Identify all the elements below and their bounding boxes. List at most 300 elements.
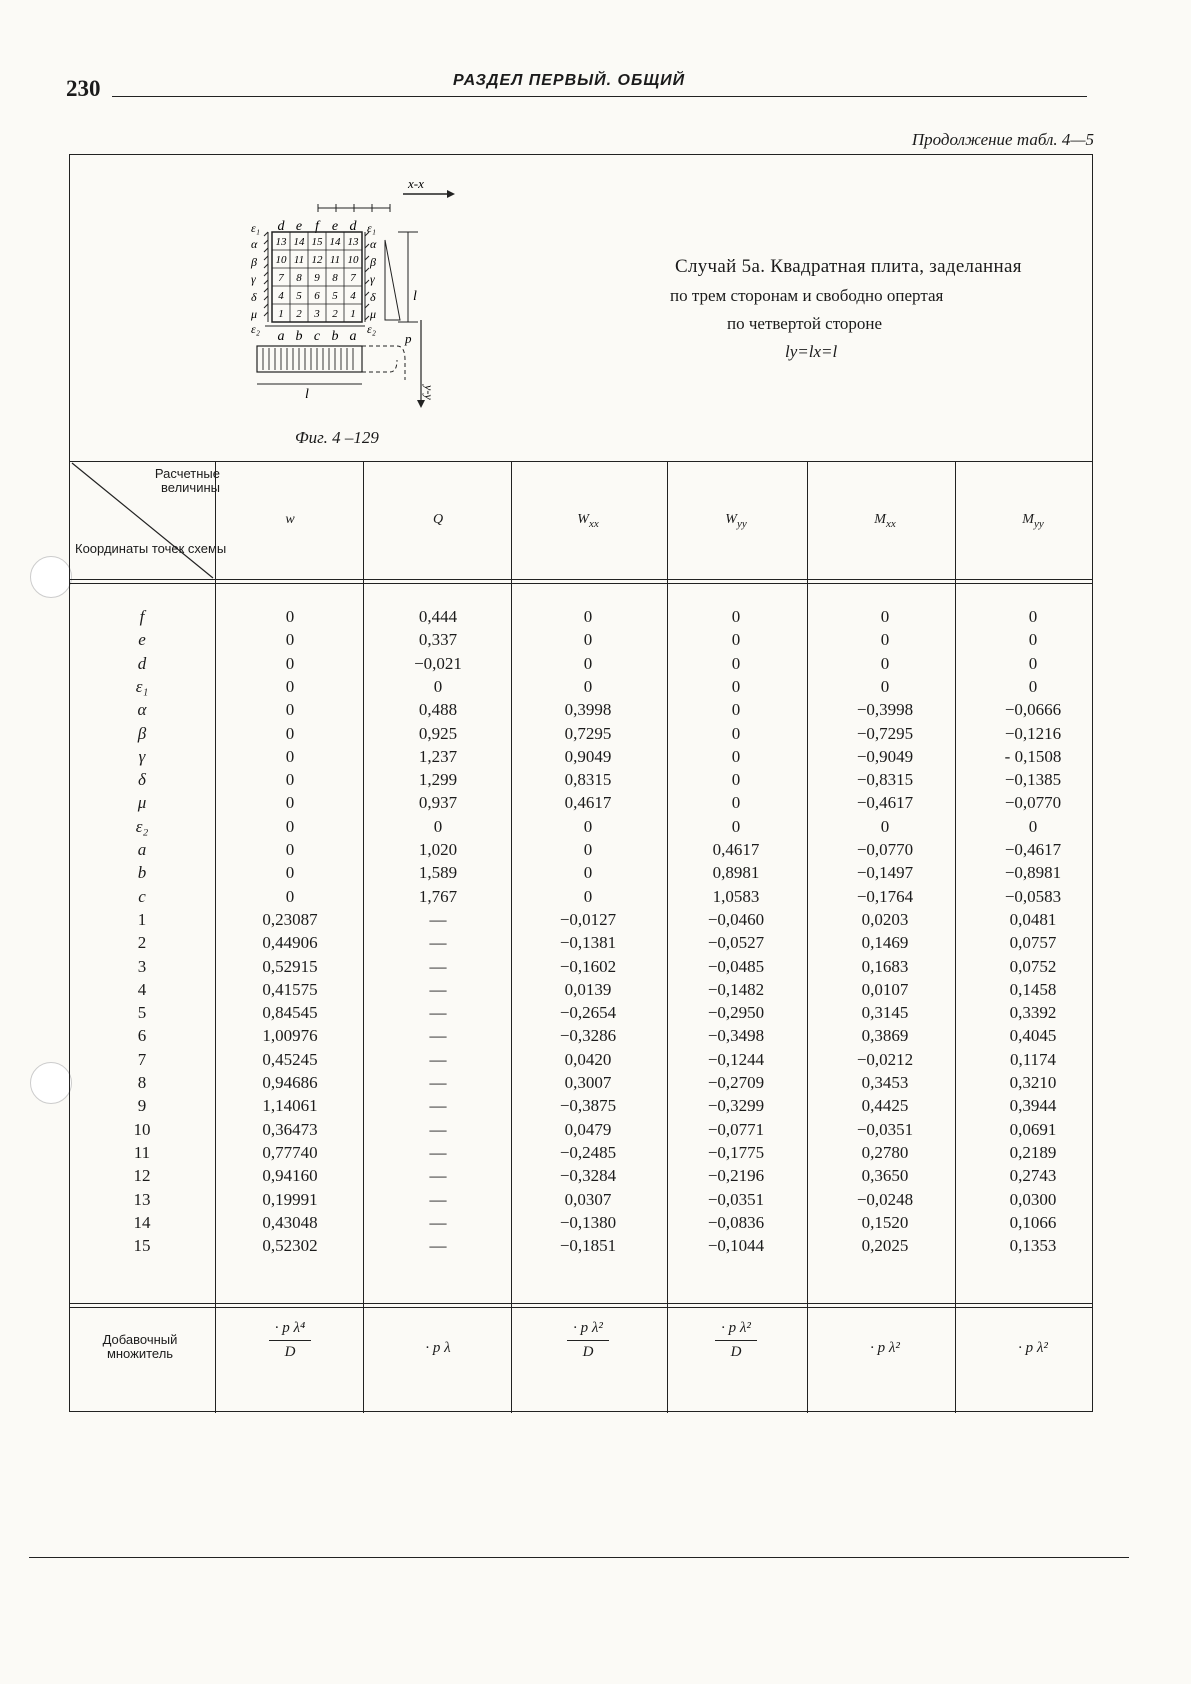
- cell-w: 0,19991: [262, 1189, 318, 1209]
- table-row: [0, 1120, 1191, 1143]
- cell-w: 0: [285, 886, 295, 906]
- row-label: 5: [137, 1003, 147, 1023]
- cell-q: 1,020: [418, 840, 458, 859]
- cell-wyy: −0,3299: [707, 1096, 765, 1116]
- right-letter: γ: [370, 272, 375, 286]
- cell-mxx: 0: [880, 607, 890, 626]
- cell-w: 1,14061: [262, 1096, 318, 1116]
- row-label: 14: [133, 1212, 151, 1232]
- grid-number: 1: [278, 308, 284, 320]
- cell-wyy: −0,0351: [707, 1189, 765, 1209]
- left-letter: δ: [251, 290, 257, 304]
- cell-myy: −0,4617: [1004, 840, 1062, 859]
- cell-w: 0: [285, 676, 295, 696]
- cell-w: 0,45245: [262, 1049, 318, 1069]
- cell-mxx: −0,1497: [856, 863, 914, 883]
- top-letter: d: [349, 219, 357, 234]
- cell-mxx: 0,3145: [861, 1003, 909, 1023]
- cell-w: 0: [285, 723, 295, 743]
- cell-wxx: −0,1381: [559, 933, 617, 953]
- row-label: 13: [133, 1189, 151, 1209]
- cell-w: 0: [285, 630, 295, 650]
- grid-number: 2: [296, 308, 302, 320]
- cell-w: 0: [285, 840, 295, 859]
- grid-number: 5: [332, 290, 338, 302]
- column-header-wxx: $W_{xx}$: [577, 512, 599, 530]
- cell-myy: 0,2743: [1009, 1166, 1057, 1186]
- cell-myy: 0,0481: [1009, 909, 1057, 929]
- cell-wxx: 0: [583, 840, 593, 859]
- grid-number: 3: [314, 308, 320, 320]
- cell-wyy: 0: [731, 607, 741, 626]
- table-row: [0, 747, 1191, 770]
- grid-number: 7: [278, 272, 284, 284]
- cell-mxx: −0,0770: [856, 840, 914, 859]
- table-row: [0, 607, 1191, 630]
- cell-mxx: 0,3650: [861, 1166, 909, 1186]
- cell-mxx: 0,1683: [861, 956, 909, 976]
- row-label: 11: [133, 1142, 151, 1162]
- row-label: 6: [137, 1026, 147, 1046]
- cell-q: —: [429, 956, 447, 976]
- grid-number: 10: [347, 254, 359, 266]
- cell-mxx: 0,2025: [861, 1236, 909, 1256]
- bottom-letter: b: [331, 329, 339, 344]
- cell-myy: 0: [1028, 630, 1038, 650]
- cell-w: 0: [285, 700, 295, 720]
- cell-w: 0,43048: [262, 1212, 318, 1232]
- cell-myy: 0: [1028, 816, 1038, 836]
- column-header-myy: $M_{yy}$: [1022, 512, 1044, 530]
- cell-q: 0,488: [418, 700, 458, 720]
- cell-q: 0,337: [418, 630, 458, 650]
- load-label: p: [405, 331, 412, 346]
- cell-wyy: −0,2709: [707, 1073, 765, 1092]
- top-letter: f: [315, 219, 319, 234]
- row-label: μ: [137, 793, 147, 813]
- cell-w: 0,41575: [262, 979, 318, 999]
- cell-mxx: 0,0203: [861, 909, 909, 929]
- cell-myy: 0,3392: [1009, 1003, 1057, 1023]
- table-row: [0, 957, 1191, 980]
- grid-number: 11: [293, 254, 305, 266]
- grid-number: 14: [293, 236, 305, 248]
- multiplier-q: · p λ: [425, 1340, 451, 1356]
- table-row: [0, 700, 1191, 723]
- cell-wxx: 0,0139: [564, 979, 612, 999]
- cell-q: —: [429, 1026, 447, 1046]
- section-title: РАЗДЕЛ ПЕРВЫЙ. ОБЩИЙ: [453, 72, 686, 89]
- figure-caption: Фиг. 4 –129: [295, 428, 379, 447]
- cell-q: 1,767: [418, 886, 458, 906]
- grid-number: 6: [314, 290, 320, 302]
- cell-q: —: [429, 1236, 447, 1256]
- row-label: a: [137, 840, 147, 859]
- multiplier-wyy: $\frac{\text{· p λ²}}{D}$: [676, 1320, 796, 1361]
- table-row: [0, 1050, 1191, 1073]
- table-row: [0, 863, 1191, 886]
- cell-q: —: [429, 1096, 447, 1116]
- cell-myy: 0,0752: [1009, 956, 1057, 976]
- cell-wxx: 0: [583, 863, 593, 883]
- cell-wyy: 0: [731, 793, 741, 813]
- row-label: 10: [133, 1119, 151, 1139]
- cell-wyy: 0: [731, 746, 741, 766]
- cell-myy: −0,1216: [1004, 723, 1062, 743]
- grid-number: 13: [347, 236, 359, 248]
- cell-wxx: −0,2485: [559, 1142, 617, 1162]
- cell-wyy: −0,0527: [707, 933, 765, 953]
- cell-w: 0: [285, 770, 295, 790]
- table-row: [0, 1073, 1191, 1096]
- row-label: c: [138, 886, 146, 906]
- grid-number: 7: [350, 272, 356, 284]
- corner-bottom-label: Координаты точек схемы: [75, 541, 227, 556]
- row-label: d: [137, 653, 147, 673]
- corner-top-label: Расчетные величины: [154, 466, 220, 495]
- y-axis-label: y-y: [422, 385, 436, 400]
- cell-wxx: −0,1851: [559, 1236, 617, 1256]
- table-row: [0, 887, 1191, 910]
- case-line-3: по четвертой стороне: [727, 314, 883, 333]
- cell-w: 0,84545: [262, 1003, 318, 1023]
- cell-w: 1,00976: [262, 1026, 318, 1046]
- cell-mxx: −0,9049: [856, 746, 914, 766]
- cell-q: —: [429, 1119, 447, 1139]
- cell-q: —: [429, 1073, 447, 1092]
- cell-w: 0: [285, 607, 295, 626]
- cell-myy: 0,0300: [1009, 1189, 1057, 1209]
- cell-q: −0,021: [414, 653, 462, 673]
- column-header-q: Q: [432, 512, 444, 527]
- cell-q: 0: [433, 816, 443, 836]
- table-row: [0, 654, 1191, 677]
- cell-wxx: 0,0479: [564, 1119, 612, 1139]
- case-line-4: ly=lx=l: [785, 342, 838, 361]
- row-label: 15: [133, 1236, 151, 1256]
- row-label: 9: [137, 1096, 147, 1116]
- cell-wyy: −0,1482: [707, 979, 765, 999]
- row-label: b: [137, 863, 147, 883]
- x-axis-label: x-x: [408, 176, 424, 191]
- left-letter: μ: [251, 307, 258, 321]
- cell-mxx: −0,7295: [856, 723, 914, 743]
- cell-wxx: 0: [583, 886, 593, 906]
- cell-w: 0: [285, 653, 295, 673]
- cell-mxx: −0,0248: [856, 1189, 914, 1209]
- punch-hole: [30, 556, 72, 598]
- row-label: 12: [133, 1166, 151, 1186]
- grid-number: 1: [350, 308, 356, 320]
- cell-myy: 0: [1028, 653, 1038, 673]
- cell-mxx: −0,0212: [856, 1049, 914, 1069]
- cell-w: 0,36473: [262, 1119, 318, 1139]
- cell-w: 0,94686: [262, 1073, 318, 1092]
- row-label: 2: [137, 933, 147, 953]
- cell-mxx: −0,3998: [856, 700, 914, 720]
- column-header-divider-2: [70, 583, 1092, 584]
- right-letter: β: [370, 255, 376, 269]
- cell-wyy: 0: [731, 630, 741, 650]
- cell-wyy: −0,0485: [707, 956, 765, 976]
- table-row: [0, 630, 1191, 653]
- cell-w: 0: [285, 816, 295, 836]
- grid-number: 15: [311, 236, 323, 248]
- cell-w: 0,52302: [262, 1236, 318, 1256]
- table-row: [0, 980, 1191, 1003]
- cell-myy: 0: [1028, 676, 1038, 696]
- cell-mxx: 0: [880, 676, 890, 696]
- left-letter: γ: [251, 272, 256, 286]
- row-label: γ: [138, 746, 146, 766]
- table-row: [0, 677, 1191, 700]
- cell-myy: 0,4045: [1009, 1026, 1057, 1046]
- cell-w: 0,94160: [262, 1166, 318, 1186]
- cell-w: 0: [285, 863, 295, 883]
- cell-wyy: 0: [731, 676, 741, 696]
- bottom-letter: a: [349, 329, 357, 344]
- cell-w: 0,44906: [262, 933, 318, 953]
- cell-mxx: −0,4617: [856, 793, 914, 813]
- cell-wyy: 1,0583: [712, 886, 760, 906]
- top-letter: d: [277, 219, 285, 234]
- cell-wxx: −0,3286: [559, 1026, 617, 1046]
- table-row: [0, 840, 1191, 863]
- row-label: e: [138, 630, 146, 650]
- row-label: f: [139, 607, 145, 626]
- continuation-note: Продолжение табл. 4—5: [911, 130, 1094, 149]
- cell-w: 0,77740: [262, 1142, 318, 1162]
- cell-myy: −0,1385: [1004, 770, 1062, 790]
- table-row: [0, 724, 1191, 747]
- cell-w: 0: [285, 746, 295, 766]
- row-label: 3: [137, 956, 147, 976]
- cell-q: —: [429, 979, 447, 999]
- cell-wyy: −0,2950: [707, 1003, 765, 1023]
- cell-wxx: −0,1380: [559, 1212, 617, 1232]
- cell-wxx: −0,1602: [559, 956, 617, 976]
- cell-q: 1,589: [418, 863, 458, 883]
- case-title: Случай 5а. Квадратная плита, заделанная: [675, 256, 1022, 277]
- cell-mxx: 0: [880, 653, 890, 673]
- right-letter: ε₁: [367, 221, 376, 235]
- table-row: [0, 933, 1191, 956]
- cell-q: 0,444: [418, 607, 458, 626]
- row-label: ε₁: [135, 676, 149, 696]
- grid-number: 9: [314, 272, 320, 284]
- row-label: α: [137, 700, 147, 720]
- cell-myy: 0,1353: [1009, 1236, 1057, 1256]
- cell-myy: 0: [1028, 607, 1038, 626]
- grid-number: 4: [278, 290, 284, 302]
- cell-wyy: −0,0771: [707, 1119, 765, 1139]
- left-letter: α: [251, 237, 258, 251]
- table-row: [0, 1003, 1191, 1026]
- cell-wxx: 0,9049: [564, 746, 612, 766]
- cell-wyy: 0: [731, 700, 741, 720]
- table-row: [0, 1166, 1191, 1189]
- table-row: [0, 910, 1191, 933]
- row-label: β: [137, 723, 147, 743]
- cell-mxx: 0,3869: [861, 1026, 909, 1046]
- cell-q: 0,937: [418, 793, 458, 813]
- table-row: [0, 1213, 1191, 1236]
- table-row: [0, 1143, 1191, 1166]
- top-letter: e: [331, 219, 339, 234]
- cell-q: —: [429, 933, 447, 953]
- multiplier-myy: · p λ²: [1018, 1340, 1048, 1356]
- cell-wyy: 0: [731, 723, 741, 743]
- cell-q: —: [429, 1003, 447, 1023]
- cell-wxx: −0,3284: [559, 1166, 617, 1186]
- cell-q: —: [429, 1166, 447, 1186]
- cell-wxx: 0,7295: [564, 723, 612, 743]
- bottom-letter: b: [295, 329, 303, 344]
- right-letter: ε₂: [367, 322, 376, 336]
- cell-wxx: 0: [583, 607, 593, 626]
- table-row: [0, 817, 1191, 840]
- cell-wyy: −0,2196: [707, 1166, 765, 1186]
- column-header-wyy: $W_{yy}$: [725, 512, 747, 530]
- cell-wyy: −0,0836: [707, 1212, 765, 1232]
- cell-wyy: −0,1244: [707, 1049, 765, 1069]
- cell-w: 0,23087: [262, 909, 318, 929]
- table-row: [0, 1236, 1191, 1259]
- multiplier-label: Добавочный множитель: [102, 1332, 178, 1361]
- page-number: 230: [66, 76, 101, 101]
- cell-myy: −0,0666: [1004, 700, 1062, 720]
- bottom-letter: a: [277, 329, 285, 344]
- cell-wxx: 0,3998: [564, 700, 612, 720]
- cell-q: 0: [433, 676, 443, 696]
- cell-myy: −0,0583: [1004, 886, 1062, 906]
- cell-mxx: 0: [880, 630, 890, 650]
- left-letter: ε₁: [251, 221, 260, 235]
- multiplier-mxx: · p λ²: [870, 1340, 900, 1356]
- grid-number: 14: [329, 236, 341, 248]
- cell-myy: 0,1458: [1009, 979, 1057, 999]
- grid-number: 12: [311, 254, 323, 266]
- cell-wxx: −0,0127: [559, 909, 617, 929]
- cell-mxx: 0: [880, 816, 890, 836]
- cell-wxx: 0,4617: [564, 793, 612, 813]
- column-header-mxx: $M_{xx}$: [874, 512, 896, 530]
- column-header-w: w: [285, 512, 295, 527]
- data-bottom-divider-2: [70, 1307, 1092, 1308]
- cell-myy: 0,1066: [1009, 1212, 1057, 1232]
- multiplier-wxx: $\frac{\text{· p λ²}}{D}$: [528, 1320, 648, 1361]
- cell-myy: - 0,1508: [1004, 746, 1062, 766]
- cell-wxx: −0,2654: [559, 1003, 617, 1023]
- row-label: 7: [137, 1049, 147, 1069]
- cell-wxx: 0,0420: [564, 1049, 612, 1069]
- table-row: [0, 793, 1191, 816]
- cell-mxx: 0,0107: [861, 979, 909, 999]
- row-label: δ: [138, 770, 146, 790]
- cell-mxx: −0,8315: [856, 770, 914, 790]
- cell-wxx: 0: [583, 630, 593, 650]
- cell-wxx: −0,3875: [559, 1096, 617, 1116]
- cell-wyy: 0: [731, 816, 741, 836]
- grid-number: 8: [332, 272, 338, 284]
- grid-number: 8: [296, 272, 302, 284]
- case-line-2: по трем сторонам и свободно опертая: [670, 286, 944, 305]
- grid-number: 4: [350, 290, 356, 302]
- cell-q: 1,237: [418, 746, 458, 766]
- cell-mxx: 0,3453: [861, 1073, 909, 1092]
- row-label: 1: [137, 909, 147, 929]
- cell-myy: −0,0770: [1004, 793, 1062, 813]
- right-letter: α: [370, 237, 377, 251]
- bottom-letter: c: [313, 329, 321, 344]
- span-label-right: l: [413, 289, 417, 304]
- footer-rule: [29, 1557, 1129, 1558]
- cell-wyy: −0,3498: [707, 1026, 765, 1046]
- cell-q: —: [429, 1212, 447, 1232]
- table-row: [0, 770, 1191, 793]
- grid-number: 11: [329, 254, 341, 266]
- cell-wxx: 0,0307: [564, 1189, 612, 1209]
- right-letter: δ: [370, 290, 376, 304]
- cell-mxx: −0,0351: [856, 1119, 914, 1139]
- cell-wxx: 0: [583, 676, 593, 696]
- left-letter: β: [251, 255, 257, 269]
- cell-q: —: [429, 1142, 447, 1162]
- cell-myy: 0,2189: [1009, 1142, 1057, 1162]
- cell-wxx: 0,3007: [564, 1073, 612, 1092]
- row-label: ε₂: [135, 816, 149, 836]
- cell-myy: 0,1174: [1009, 1049, 1057, 1069]
- multiplier-w: $\frac{\text{· p λ⁴}}{D}$: [230, 1320, 350, 1361]
- cell-wyy: −0,0460: [707, 909, 765, 929]
- cell-wyy: 0,8981: [712, 863, 760, 883]
- grid-number: 2: [332, 308, 338, 320]
- right-letter: μ: [370, 307, 377, 321]
- grid-number: 5: [296, 290, 302, 302]
- row-label: 4: [137, 979, 147, 999]
- cell-q: —: [429, 1189, 447, 1209]
- cell-q: 0,925: [418, 723, 458, 743]
- cell-wyy: 0,4617: [712, 840, 760, 859]
- cell-myy: 0,3210: [1009, 1073, 1057, 1092]
- table-row: [0, 1096, 1191, 1119]
- row-label: 8: [137, 1073, 147, 1092]
- span-label-bottom: l: [305, 387, 309, 402]
- cell-wyy: −0,1044: [707, 1236, 765, 1256]
- cell-wyy: −0,1775: [707, 1142, 765, 1162]
- cell-myy: 0,3944: [1009, 1096, 1057, 1116]
- header-rule: [112, 96, 1087, 97]
- column-header-divider: [70, 579, 1092, 580]
- grid-number: 10: [275, 254, 287, 266]
- cell-mxx: −0,1764: [856, 886, 914, 906]
- cell-w: 0: [285, 793, 295, 813]
- header-divider: [70, 461, 1092, 462]
- cell-wxx: 0,8315: [564, 770, 612, 790]
- table-row: [0, 1026, 1191, 1049]
- cell-wyy: 0: [731, 770, 741, 790]
- cell-q: 1,299: [418, 770, 458, 790]
- cell-q: —: [429, 1049, 447, 1069]
- cell-w: 0,52915: [262, 956, 318, 976]
- table-row: [0, 1190, 1191, 1213]
- cell-myy: 0,0691: [1009, 1119, 1057, 1139]
- cell-mxx: 0,1520: [861, 1212, 909, 1232]
- cell-mxx: 0,2780: [861, 1142, 909, 1162]
- left-letter: ε₂: [251, 322, 260, 336]
- cell-wyy: 0: [731, 653, 741, 673]
- data-bottom-divider: [70, 1303, 1092, 1304]
